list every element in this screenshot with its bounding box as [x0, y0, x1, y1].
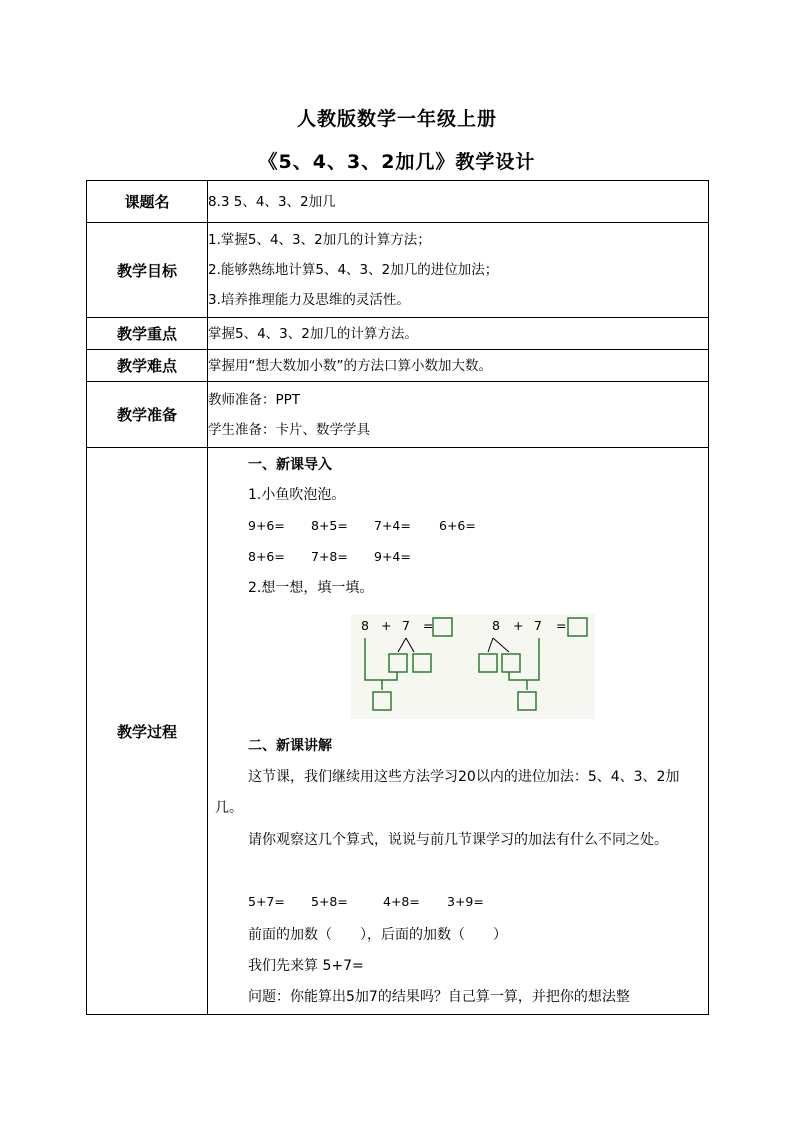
process-label: 教学过程	[87, 448, 208, 1015]
make-ten-diagram-graphic	[351, 614, 595, 719]
key-point-label: 教学重点	[87, 318, 208, 350]
equation: 7+4=	[374, 518, 411, 533]
activity-item: 2.想一想，填一填。	[248, 580, 374, 596]
equation: 8+5=	[311, 518, 348, 533]
equation: 5+7=	[248, 894, 285, 909]
left-ten-box	[373, 692, 391, 710]
right-bracket	[509, 638, 539, 680]
objective-item: 1.掌握5、4、3、2加几的计算方法；	[208, 232, 431, 248]
right-plus: +	[513, 618, 524, 633]
left-addend-a: 8	[361, 618, 369, 633]
section-heading: 一、新课导入	[248, 457, 332, 473]
right-addend-a: 8	[492, 618, 500, 633]
paragraph: 问题：你能算出5加7的结果吗？自己算一算，并把你的想法整	[248, 989, 630, 1005]
paragraph: 我们先来算 5+7=	[248, 958, 364, 974]
equation: 9+4=	[374, 549, 411, 564]
right-addend-b: 7	[534, 618, 542, 633]
process-row	[87, 448, 709, 1015]
lesson-plan-table	[86, 180, 709, 1015]
section-heading: 二、新课讲解	[248, 738, 332, 754]
activity-item: 1.小鱼吹泡泡。	[248, 487, 346, 503]
paragraph: 前面的加数（ ），后面的加数（ ）	[248, 927, 507, 943]
equation: 7+8=	[311, 549, 348, 564]
equation: 6+6=	[439, 518, 476, 533]
difficulty-row	[87, 350, 709, 382]
objectives-value	[208, 223, 709, 318]
equation: 5+8=	[311, 894, 348, 909]
paragraph: 请你观察这几个算式，说说与前几节课学习的加法有什么不同之处。	[248, 832, 668, 848]
preparation-item: 学生准备：卡片、数学学具	[208, 421, 370, 438]
document-title: 人教版数学一年级上册	[296, 108, 497, 130]
objective-item: 2.能够熟练地计算5、4、3、2加几的进位加法；	[208, 262, 499, 278]
document-subtitle: 《5、4、3、2加几》教学设计	[258, 151, 536, 173]
objectives-row	[87, 223, 709, 318]
preparation-label: 教学准备	[87, 382, 208, 448]
left-split-lines	[398, 638, 414, 652]
make-ten-diagram	[351, 614, 595, 719]
paragraph: 这节课，我们继续用这些方法学习20以内的进位加法：5、4、3、2加几。	[215, 769, 680, 816]
topic-row	[87, 181, 709, 223]
topic-label: 课题名	[87, 181, 208, 223]
left-addend-b: 7	[402, 618, 410, 633]
key-point-row	[87, 318, 709, 350]
process-value	[208, 448, 709, 1015]
left-plus: +	[381, 618, 392, 633]
right-split-lines	[488, 638, 509, 652]
right-ten-box	[518, 692, 536, 710]
difficulty-value: 掌握用“想大数加小数”的方法口算小数加大数。	[208, 350, 709, 382]
objectives-label: 教学目标	[87, 223, 208, 318]
key-point-value: 掌握5、4、3、2加几的计算方法。	[208, 318, 709, 350]
right-answer-box	[568, 618, 587, 636]
equation: 3+9=	[447, 894, 484, 909]
objective-item: 3.培养推理能力及思维的灵活性。	[208, 292, 410, 308]
left-split-box-2	[413, 654, 431, 672]
equation: 4+8=	[383, 894, 420, 909]
preparation-value	[208, 382, 709, 448]
right-split-box-1	[479, 654, 497, 672]
topic-value: 8.3 5、4、3、2加几	[208, 181, 709, 223]
preparation-item: 教师准备：PPT	[208, 391, 301, 408]
left-split-box-1	[389, 654, 407, 672]
right-split-box-2	[502, 654, 520, 672]
left-answer-box	[433, 618, 452, 636]
equation: 9+6=	[248, 518, 285, 533]
equation: 8+6=	[248, 549, 285, 564]
left-equals: =	[423, 618, 434, 633]
left-bracket	[365, 638, 397, 680]
difficulty-label: 教学难点	[87, 350, 208, 382]
preparation-row	[87, 382, 709, 448]
right-equals: =	[556, 618, 567, 633]
